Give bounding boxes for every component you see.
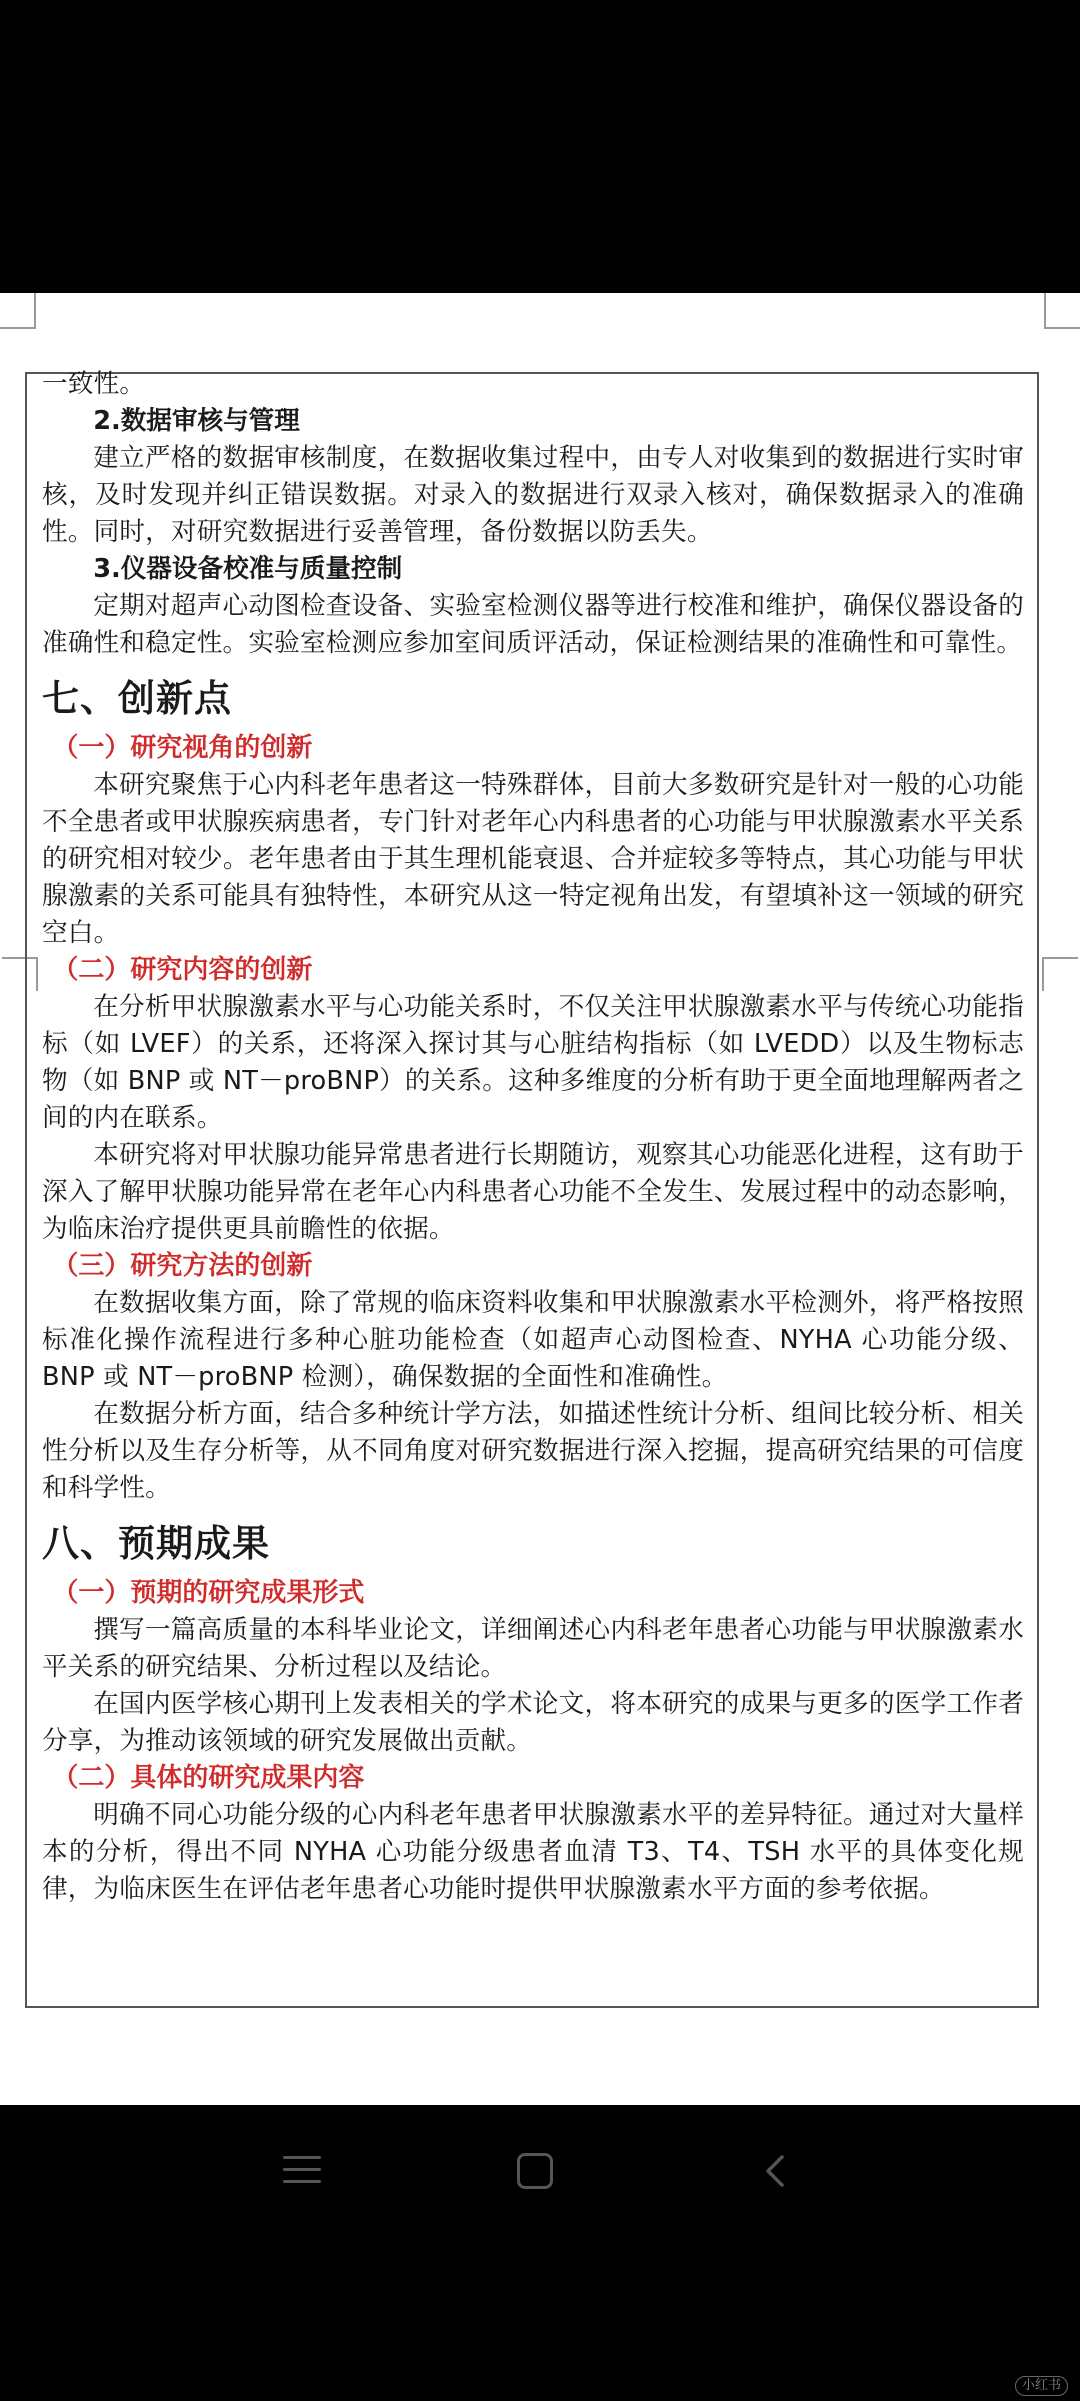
- subsection-heading: （一）研究视角的创新: [52, 733, 313, 763]
- top-black-area: [0, 0, 1080, 293]
- subsection-heading: （三）研究方法的创新: [52, 1251, 313, 1281]
- paragraph: 定期对超声心动图检查设备、实验室检测仪器等进行校准和维护，确保仪器设备的准确性和稳定性。实验室检测应参加室间质评活动，保证检测结果的准确性和可靠性。: [42, 591, 1024, 658]
- paragraph: 在数据分析方面，结合多种统计学方法，如描述性统计分析、组间比较分析、相关性分析以及生存分析等，从不同角度对研究数据进行深入挖掘，提高研究结果的可信度和科学性。: [42, 1399, 1024, 1503]
- paragraph: 本研究聚焦于心内科老年患者这一特殊群体，目前大多数研究是针对一般的心功能不全患者或甲状腺疾病患者，专门针对老年心内科患者的心功能与甲状腺激素水平关系的研究相对较少。老年患者由于其生理机能衰退、合并症较多等特点，其心功能与甲状腺激素的关系可能具有独特性，本研究从这一特定视角出发，有望填补这一领域的研究空白。: [42, 770, 1024, 948]
- subheading: 2.数据审核与管理: [93, 406, 300, 436]
- crop-mark-top-left: [0, 293, 36, 329]
- paragraph: 在分析甲状腺激素水平与心功能关系时，不仅关注甲状腺激素水平与传统心功能指标（如 LVEF）的关系，还将深入探讨其与心脏结构指标（如 LVEDD）以及生物标志物（如 BNP 或 NT－proBNP）的关系。这种多维度的分析有助于更全面地理解两者之间的内在联系。: [42, 992, 1024, 1133]
- recent-apps-icon[interactable]: [283, 2153, 321, 2187]
- section-heading: 八、预期成果: [42, 1522, 270, 1565]
- document-text-frame: [25, 369, 1039, 2008]
- paragraph: 撰写一篇高质量的本科毕业论文，详细阐述心内科老年患者心功能与甲状腺激素水平关系的研究结果、分析过程以及结论。: [42, 1615, 1024, 1682]
- watermark: 小红书: [1015, 2376, 1068, 2396]
- paragraph: 在数据收集方面，除了常规的临床资料收集和甲状腺激素水平检测外，将严格按照标准化操作流程进行多种心脏功能检查（如超声心动图检查、NYHA 心功能分级、BNP 或 NT－proBNP 检测），确保数据的全面性和准确性。: [42, 1288, 1024, 1392]
- paragraph: 明确不同心功能分级的心内科老年患者甲状腺激素水平的差异特征。通过对大量样本的分析，得出不同 NYHA 心功能分级患者血清 T3、T4、TSH 水平的具体变化规律，为临床医生在评估老年患者心功能时提供甲状腺激素水平方面的参考依据。: [42, 1800, 1024, 1904]
- document-content: [42, 366, 1024, 1908]
- home-icon[interactable]: [517, 2153, 553, 2189]
- navigation-bar: [0, 2105, 1080, 2401]
- crop-mark-top-right: [1044, 293, 1080, 329]
- paragraph: 一致性。: [42, 369, 146, 399]
- section-heading: 七、创新点: [42, 677, 232, 720]
- back-icon[interactable]: [758, 2153, 794, 2189]
- subsection-heading: （二）研究内容的创新: [52, 955, 313, 985]
- paragraph: 在国内医学核心期刊上发表相关的学术论文，将本研究的成果与更多的医学工作者分享，为推动该领域的研究发展做出贡献。: [42, 1689, 1024, 1756]
- paragraph: 本研究将对甲状腺功能异常患者进行长期随访，观察其心功能恶化进程，这有助于深入了解甲状腺功能异常在老年心内科患者心功能不全发生、发展过程中的动态影响，为临床治疗提供更具前瞻性的依据。: [42, 1140, 1024, 1244]
- subsection-heading: （一）预期的研究成果形式: [52, 1578, 365, 1608]
- subsection-heading: （二）具体的研究成果内容: [52, 1763, 365, 1793]
- paragraph: 建立严格的数据审核制度，在数据收集过程中，由专人对收集到的数据进行实时审核，及时发现并纠正错误数据。对录入的数据进行双录入核对，确保数据录入的准确性。同时，对研究数据进行妥善管理，备份数据以防丢失。: [42, 443, 1024, 547]
- subheading: 3.仪器设备校准与质量控制: [93, 554, 403, 584]
- crop-mark-bottom-right: [1042, 957, 1078, 991]
